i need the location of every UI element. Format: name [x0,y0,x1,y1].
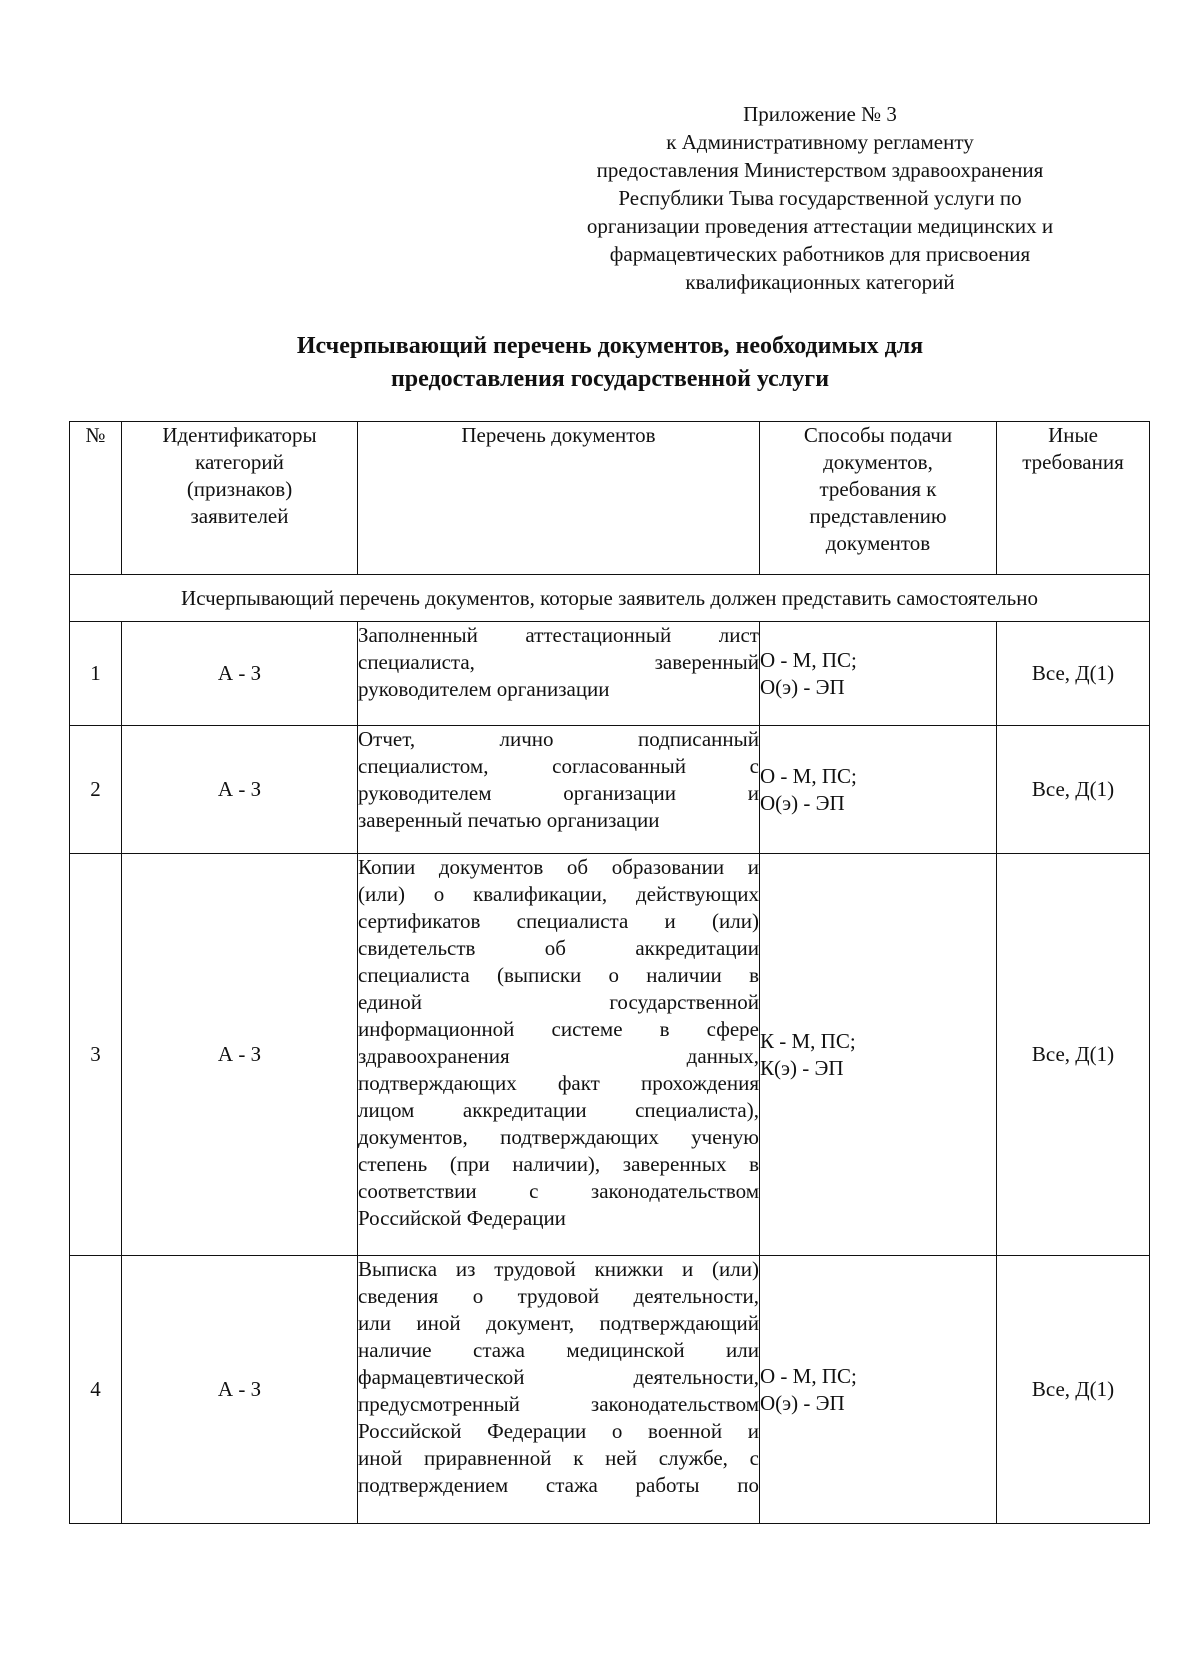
column-header-number: № [70,422,122,575]
document-title [160,330,1060,396]
section-heading: Исчерпывающий перечень документов, которые заявитель должен представить самостоятельно [70,575,1150,622]
row-documents: Заполненный аттестационный лист специалиста, заверенный руководителем организации [358,622,760,726]
header-line: к Административному регламенту [666,130,974,154]
column-header-submission-methods: Способы подачи документов, требования к представлению документов [760,422,997,575]
row-documents: Выписка из трудовой книжки и (или) сведения о трудовой деятельности, или иной документ, подтверждающий наличие стажа медицинской или фармацевтической деятельности, предусмотренный законодательством Российской Федерации о военной и иной приравненной к ней службе, с подтверждением стажа работы по [358,1256,760,1524]
column-header-other-requirements: Иные требования [997,422,1150,575]
appendix-header [540,100,1100,296]
header-line: фармацевтических работников для присвоения [609,242,1031,266]
row-identifiers: А - З [122,1256,358,1524]
row-identifiers: А - З [122,622,358,726]
row-number: 2 [70,726,122,854]
row-other-requirements: Все, Д(1) [997,1256,1150,1524]
table-header-row [70,422,1150,575]
table-row [70,1256,1150,1524]
title-line-1: Исчерпывающий перечень документов, необходимых для [296,333,924,359]
row-other-requirements: Все, Д(1) [997,854,1150,1256]
table-row [70,854,1150,1256]
row-number: 3 [70,854,122,1256]
documents-table [69,421,1150,1524]
row-other-requirements: Все, Д(1) [997,622,1150,726]
column-header-documents: Перечень документов [358,422,760,575]
header-line: Приложение № 3 [743,102,897,126]
header-line: предоставления Министерством здравоохранения [596,158,1044,182]
header-line: Республики Тыва государственной услуги по [618,186,1022,210]
table-row [70,622,1150,726]
row-documents: Отчет, лично подписанный специалистом, согласованный с руководителем организации и заверенный печатью организации [358,726,760,854]
column-header-identifiers: Идентификаторы категорий (признаков) заявителей [122,422,358,575]
row-documents: Копии документов об образовании и (или) о квалификации, действующих сертификатов специалиста и (или) свидетельств об аккредитации специалиста (выписки о наличии в единой государственной информационной системе в сфере здравоохранения данных, подтверждающих факт прохождения лицом аккредитации специалиста), документов, подтверждающих ученую степень (при наличии), заверенных в соответствии с законодательством Российской Федерации [358,854,760,1256]
row-submission-methods: О - М, ПС; О(э) - ЭП [760,622,997,726]
header-line: квалификационных категорий [685,270,955,294]
section-row [70,575,1150,622]
table-row [70,726,1150,854]
title-line-2: предоставления государственной услуги [390,366,830,392]
row-submission-methods: О - М, ПС; О(э) - ЭП [760,726,997,854]
row-submission-methods: К - М, ПС; К(э) - ЭП [760,854,997,1256]
row-submission-methods: О - М, ПС; О(э) - ЭП [760,1256,997,1524]
header-line: организации проведения аттестации медицинских и [586,214,1054,238]
row-number: 4 [70,1256,122,1524]
row-identifiers: А - З [122,854,358,1256]
row-other-requirements: Все, Д(1) [997,726,1150,854]
row-number: 1 [70,622,122,726]
row-identifiers: А - З [122,726,358,854]
